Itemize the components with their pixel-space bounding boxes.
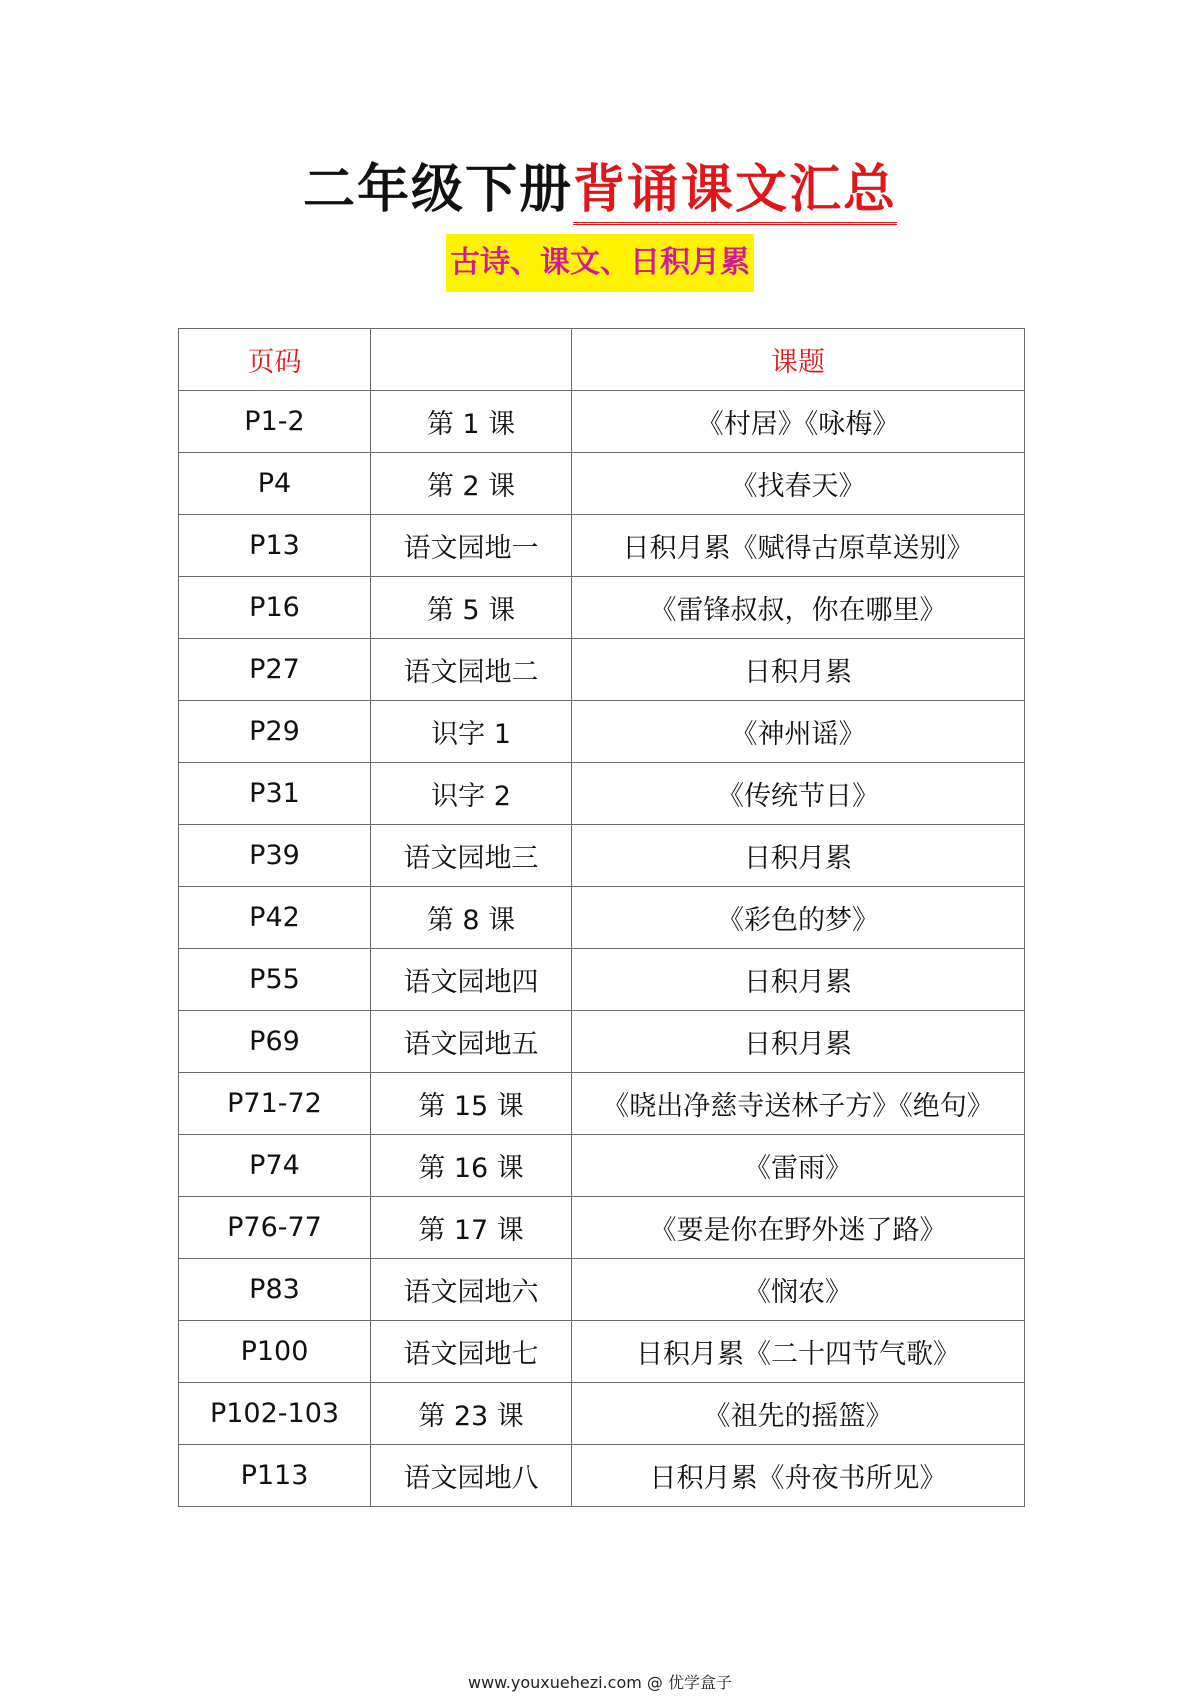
cell-topic: 《雷锋叔叔，你在哪里》 (572, 577, 1025, 639)
cell-page: P1-2 (179, 391, 371, 453)
cell-unit: 语文园地三 (371, 825, 572, 887)
cell-page: P27 (179, 639, 371, 701)
cell-unit: 语文园地六 (371, 1259, 572, 1321)
header-unit (371, 329, 572, 391)
cell-topic: 《晓出净慈寺送林子方》《绝句》 (572, 1073, 1025, 1135)
cell-page: P13 (179, 515, 371, 577)
cell-topic: 《要是你在野外迷了路》 (572, 1197, 1025, 1259)
table-row (179, 1135, 1025, 1197)
table-row (179, 887, 1025, 949)
table-row (179, 1011, 1025, 1073)
cell-page: P69 (179, 1011, 371, 1073)
cell-page: P102-103 (179, 1383, 371, 1445)
title-grade: 二年级下册 (302, 160, 573, 220)
cell-unit: 第 8 课 (371, 887, 572, 949)
cell-page: P76-77 (179, 1197, 371, 1259)
cell-topic: 《找春天》 (572, 453, 1025, 515)
footer-watermark: www.youxuehezi.com @ 优学盒子 (468, 1673, 732, 1692)
subtitle: 古诗、课文、日积月累 (446, 234, 754, 292)
cell-topic: 《村居》《咏梅》 (572, 391, 1025, 453)
table-row (179, 1321, 1025, 1383)
cell-page: P74 (179, 1135, 371, 1197)
cell-topic: 日积月累《赋得古原草送别》 (572, 515, 1025, 577)
header-page: 页码 (179, 329, 371, 391)
cell-unit: 语文园地四 (371, 949, 572, 1011)
cell-unit: 第 16 课 (371, 1135, 572, 1197)
cell-unit: 识字 2 (371, 763, 572, 825)
cell-page: P4 (179, 453, 371, 515)
cell-topic: 《神州谣》 (572, 701, 1025, 763)
cell-page: P42 (179, 887, 371, 949)
page-title (0, 158, 1200, 222)
cell-page: P55 (179, 949, 371, 1011)
cell-topic: 日积月累 (572, 825, 1025, 887)
table-row (179, 701, 1025, 763)
table-row (179, 577, 1025, 639)
cell-unit: 第 1 课 (371, 391, 572, 453)
cell-topic: 《彩色的梦》 (572, 887, 1025, 949)
table-row (179, 515, 1025, 577)
table-row (179, 1445, 1025, 1507)
cell-page: P31 (179, 763, 371, 825)
table-row (179, 1197, 1025, 1259)
cell-unit: 第 23 课 (371, 1383, 572, 1445)
cell-topic: 《传统节日》 (572, 763, 1025, 825)
cell-topic: 《悯农》 (572, 1259, 1025, 1321)
cell-unit: 第 5 课 (371, 577, 572, 639)
cell-unit: 第 17 课 (371, 1197, 572, 1259)
table-body (179, 391, 1025, 1507)
cell-topic: 《祖先的摇篮》 (572, 1383, 1025, 1445)
table-row (179, 825, 1025, 887)
cell-page: P113 (179, 1445, 371, 1507)
cell-topic: 日积月累 (572, 639, 1025, 701)
cell-unit: 第 2 课 (371, 453, 572, 515)
cell-topic: 《雷雨》 (572, 1135, 1025, 1197)
cell-unit: 第 15 课 (371, 1073, 572, 1135)
cell-page: P100 (179, 1321, 371, 1383)
cell-page: P39 (179, 825, 371, 887)
recitation-table (178, 328, 1025, 1507)
cell-unit: 语文园地一 (371, 515, 572, 577)
table-row (179, 763, 1025, 825)
cell-unit: 语文园地七 (371, 1321, 572, 1383)
table-header-row (179, 329, 1025, 391)
cell-unit: 语文园地五 (371, 1011, 572, 1073)
cell-topic: 日积月累《二十四节气歌》 (572, 1321, 1025, 1383)
table-row (179, 1259, 1025, 1321)
cell-page: P16 (179, 577, 371, 639)
table-row (179, 639, 1025, 701)
cell-page: P71-72 (179, 1073, 371, 1135)
cell-unit: 识字 1 (371, 701, 572, 763)
title-highlight: 背诵课文汇总 (573, 160, 897, 225)
header-topic: 课题 (572, 329, 1025, 391)
cell-page: P83 (179, 1259, 371, 1321)
subtitle-wrap (0, 234, 1200, 292)
table-row (179, 949, 1025, 1011)
cell-topic: 日积月累 (572, 1011, 1025, 1073)
cell-unit: 语文园地二 (371, 639, 572, 701)
table-row (179, 453, 1025, 515)
cell-unit: 语文园地八 (371, 1445, 572, 1507)
cell-page: P29 (179, 701, 371, 763)
table-row (179, 391, 1025, 453)
table-row (179, 1073, 1025, 1135)
cell-topic: 日积月累 (572, 949, 1025, 1011)
cell-topic: 日积月累《舟夜书所见》 (572, 1445, 1025, 1507)
table-row (179, 1383, 1025, 1445)
